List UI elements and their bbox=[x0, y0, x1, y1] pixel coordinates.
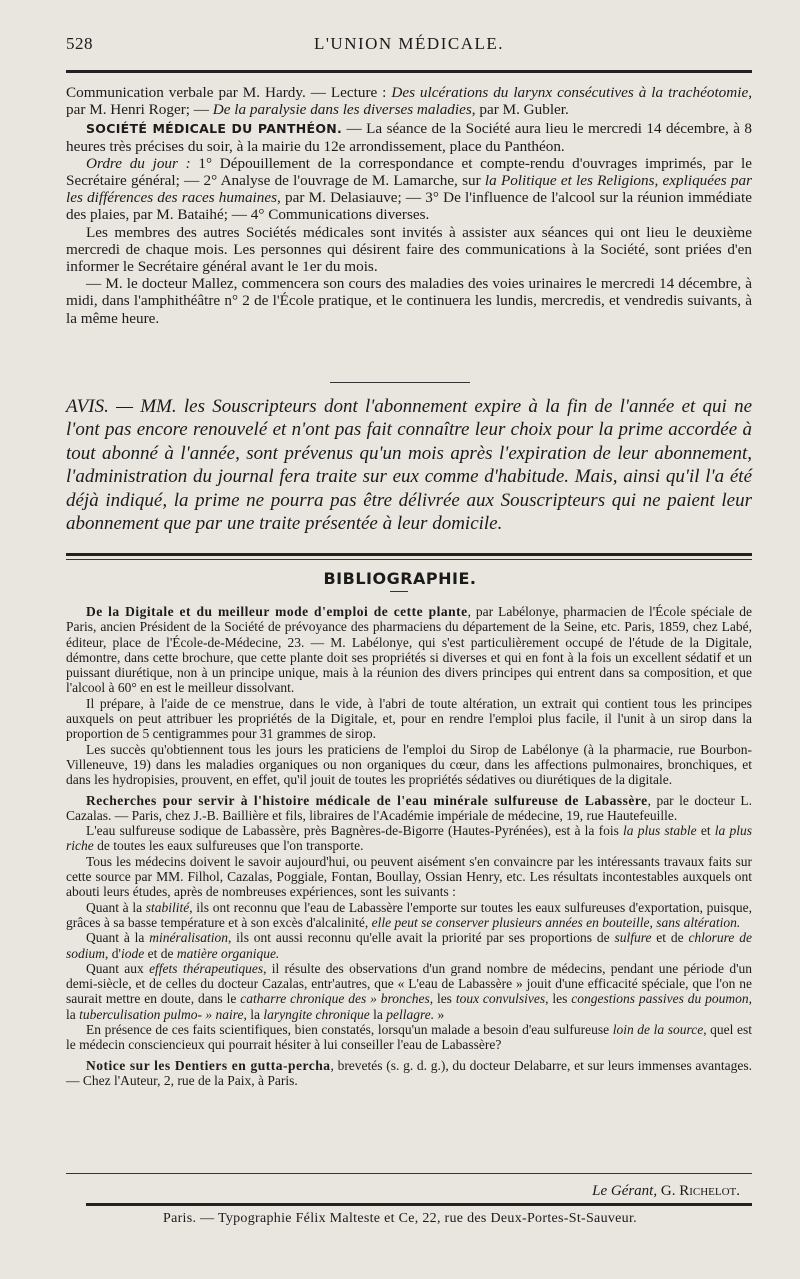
footer-rule bbox=[66, 1173, 752, 1174]
communication-paragraph: Communication verbale par M. Hardy. — Lecture : Des ulcérations du larynx consécutives à la trachéotomie, par M. Henri Roger; — De la paralysie dans les diverses maladies, par M. Gubler. bbox=[66, 84, 752, 119]
section-rule bbox=[66, 553, 752, 556]
society-notices bbox=[66, 84, 752, 327]
labassere-effects: Quant aux effets thérapeutiques, il résulte des observations d'un grand nombre de médecins, pendant une période d'un demi-siècle, et de celles du docteur Cazalas, entr'autres, que « L'eau de Labassère » jouit d'une efficacité spéciale, que l'on ne saurait mettre en doute, dans le catharre chronique des » bronches, les toux convulsives, les congestions passives du poumon, la tuberculisation pulmo- » naire, la laryngite chronique la pellagre. » bbox=[66, 960, 752, 1022]
agenda-paragraph: Ordre du jour : 1° Dépouillement de la correspondance et compte-rendu d'ouvrages imprimés, par le Secrétaire général; — 2° Analyse de l'ouvrage de M. Lamarche, sur la Politique et les Religions, expliquées par les différences des races humaines, par M. Delasiauve; — 3° De l'influence de l'alcool sur la réunion immédiate des plaies, par M. Bataihé; — 4° Communications diverses. bbox=[66, 154, 753, 224]
labassere-studies: Tous les médecins doivent le savoir aujourd'hui, ou peuvent aisément s'en convaincre par les intéressants travaux faits sur cette source par MM. Filhol, Cazalas, Poggiale, Fontan, Boullay, Ossian Henry, etc. Les résultats incontestables auxquels ont abouti leurs études, après de nombreuses expériences, sont les suivants : bbox=[66, 853, 752, 900]
bibliography-heading: BIBLIOGRAPHIE. bbox=[323, 569, 477, 588]
heading-dash bbox=[390, 591, 408, 592]
society-name: SOCIÉTÉ MÉDICALE DU PANTHÉON. bbox=[86, 121, 343, 137]
book-title: Recherches pour servir à l'histoire médicale de l'eau minérale sulfureuse de Labassère bbox=[86, 792, 648, 808]
pantheon-announcement: SOCIÉTÉ MÉDICALE DU PANTHÉON. — La séance de la Société aura lieu le mercredi 14 décembre, à 8 heures très précises du soir, à la mairie du 12e arrondissement, place du Panthéon. bbox=[66, 120, 752, 155]
section-rule-thin bbox=[66, 559, 752, 560]
journal-title: L'UNION MÉDICALE. bbox=[313, 34, 505, 53]
labassere-water: L'eau sulfureuse sodique de Labassère, près Bagnères-de-Bigorre (Hautes-Pyrénées), est à la fois la plus stable et la plus riche de toutes les eaux sulfureuses que l'on transporte. bbox=[66, 823, 752, 854]
imprint-rule bbox=[86, 1203, 752, 1206]
labassere-conclusion: En présence de ces faits scientifiques, bien constatés, lorsqu'un malade a besoin d'eau sulfureuse loin de la source, quel est le médecin consciencieux qui pourrait hésiter à lui conseiller l'eau de Labassère? bbox=[66, 1022, 752, 1053]
invitation-paragraph: Les membres des autres Sociétés médicales sont invités à assister aux séances qui ont lieu le deuxième mercredi de chaque mois. Les personnes qui désirent faire des communications à la Société, sont priées d'en informer le Secrétaire général avant le 1er du mois. bbox=[66, 223, 752, 276]
digitale-extract: Il prépare, à l'aide de ce menstrue, dans le vide, à l'abri de toute altération, un extrait qui contient tous les principes auxquels on peut attribuer les propriétés de la Digitale, et, pour en rendre l'emploi plus facile, il l'unit à un sirop dans la proportion de 5 centigrammes pour 31 grammes de sirop. bbox=[66, 695, 752, 742]
labassere-stability: Quant à la stabilité, ils ont reconnu que l'eau de Labassère l'emporte sur toutes les eaux sulfureuses d'exportation, puisque, grâces à sa basse température et à son excès d'alcalinité, elle peut se conserver plusieurs années en bouteille, sans altération. bbox=[66, 899, 752, 930]
printer-imprint: Paris. — Typographie Félix Malteste et Ce, 22, rue des Deux-Portes-St-Sauveur. bbox=[163, 1211, 637, 1226]
mallez-course-paragraph: — M. le docteur Mallez, commencera son cours des maladies des voies urinaires le mercredi 14 décembre, à midi, dans l'amphithéâtre n° 2 de l'École pratique, et le continuera les lundis, mercredis, et vendredis suivants, à la même heure. bbox=[66, 275, 752, 327]
labassere-mineralisation: Quant à la minéralisation, ils ont aussi reconnu qu'elle avait la priorité par ses proportions de sulfure et de chlorure de sodium, d'iode et de matière organique. bbox=[66, 930, 752, 961]
page-header bbox=[66, 34, 752, 60]
digitale-results: Les succès qu'obtiennent tous les jours les praticiens de l'emploi du Sirop de Labélonye (à la pharmacie, rue Bourbon-Villeneuve, 19) dans les maladies organiques ou non organiques du cœur, dans les affections pulmonaires, bronchiques, et dans les hydropisies, prouvent, en effet, qu'il jouit de toutes les propriétés sédatives ou diurétiques de la digitale. bbox=[66, 741, 752, 788]
avis-notice: AVIS. — MM. les Souscripteurs dont l'abonnement expire à la fin de l'année et qui ne l'ont pas encore renouvelé et n'ont pas fait connaître leur choix pour la prime accordée à tout abonné à l'année, sont prévenus qu'un mois après l'expiration de leur abonnement, l'administration du journal fera traite sur eux comme d'habitude. Mais, ainsi qu'il l'a été déjà indiqué, la prime ne pourra pas être délivrée aux Souscripteurs qui ne paient leur abonnement que par une traite présentée à leur domicile. bbox=[66, 396, 752, 535]
labassere-review: Recherches pour servir à l'histoire médicale de l'eau minérale sulfureuse de Labassère, par le docteur L. Cazalas. — Paris, chez J.-B. Baillière et fils, libraires de l'Académie impériale de médecine, 19, rue Hautefeuille. bbox=[66, 792, 752, 823]
dentiers-notice: Notice sur les Dentiers en gutta-percha, brevetés (s. g. d. g.), du docteur Delabarre, et sur leurs immenses avantages. — Chez l'Auteur, 2, rue de la Paix, à Paris. bbox=[66, 1057, 752, 1088]
book-title: Notice sur les Dentiers en gutta-percha bbox=[86, 1057, 331, 1073]
bibliography-entries bbox=[66, 604, 752, 1088]
signature: Le Gérant, G. Richelot. bbox=[592, 1183, 740, 1199]
short-divider bbox=[330, 382, 470, 383]
header-rule bbox=[66, 70, 752, 73]
digitale-review: De la Digitale et du meilleur mode d'emploi de cette plante, par Labélonye, pharmacien de l'École spéciale de Paris, ancien Président de la Société de prévoyance des pharmaciens du département de la Seine, etc. Paris, 1859, chez Labé, éditeur, place de l'École-de-Médecine, 23. — M. Labélonye, qui s'est particulièrement occupé de l'étude de la Digitale, démontre, dans cette brochure, que cette plante doit ses propriétés si diverses et qui en font à la fois un excellent sédatif et un puissant diurétique, non à un principe unique, mais à la réunion des divers principes qui entrent dans sa composition, et que l'alcool à 60° en est le meilleur dissolvant. bbox=[66, 604, 752, 696]
page-number: 528 bbox=[66, 34, 93, 53]
book-title: De la Digitale et du meilleur mode d'emploi de cette plante bbox=[86, 604, 468, 619]
